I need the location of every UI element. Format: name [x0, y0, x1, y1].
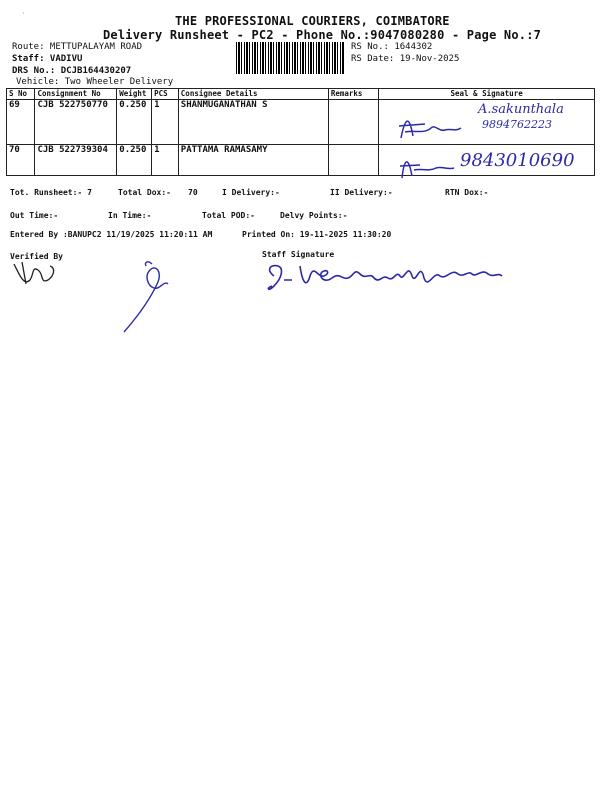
- recipient-phone-handwritten-2: 9843010690: [460, 150, 575, 171]
- rs-date: RS Date: 19-Nov-2025: [351, 54, 460, 64]
- col-sno: S No: [7, 89, 35, 100]
- tot-runsheet: Tot. Runsheet:- 7: [10, 188, 92, 197]
- document-subtitle: Delivery Runsheet - PC2 - Phone No.:9047080280 - Page No.:7: [103, 28, 542, 42]
- rs-number: RS No.: 1644302: [351, 42, 433, 52]
- cell-sno: 69: [7, 100, 35, 145]
- recipient-phone-handwritten: 9894762223: [482, 118, 552, 131]
- verifier-signature: [10, 256, 60, 290]
- col-remarks: Remarks: [328, 89, 378, 100]
- document-title: THE PROFESSIONAL COURIERS, COIMBATORE: [175, 14, 450, 28]
- cell-consignment: CJB 522739304: [35, 145, 117, 176]
- cell-sno: 70: [7, 145, 35, 176]
- col-consignee: Consignee Details: [178, 89, 328, 100]
- staff-signature-label: Staff Signature: [262, 250, 335, 259]
- delvy-points: Delvy Points:-: [280, 211, 348, 220]
- recipient-signature-2: [396, 150, 466, 182]
- table-header-row: [7, 89, 595, 100]
- i-delivery: I Delivery:-: [222, 188, 280, 197]
- cell-consignment: CJB 522750770: [35, 100, 117, 145]
- cell-remarks: [328, 100, 378, 145]
- verified-by-label: Verified By: [10, 252, 63, 261]
- cell-pcs: 1: [152, 100, 179, 145]
- cell-consignee: PATTAMA RAMASAMY: [178, 145, 328, 176]
- cell-weight: 0.250: [117, 145, 152, 176]
- staff-label: Staff: VADIVU: [12, 54, 83, 64]
- cell-weight: 0.250: [117, 100, 152, 145]
- cell-consignee: SHANMUGANATHAN S: [178, 100, 328, 145]
- total-pod: Total POD:-: [202, 211, 255, 220]
- route-label: Route: METTUPALAYAM ROAD: [12, 42, 143, 52]
- printed-on: Printed On: 19-11-2025 11:30:20: [242, 230, 392, 239]
- drs-number: DRS No.: DCJB164430207: [12, 66, 132, 76]
- rtn-dox: RTN Dox:-: [445, 188, 489, 197]
- col-seal-signature: Seal & Signature: [379, 89, 595, 100]
- total-dox-value: 70: [188, 188, 198, 197]
- vehicle-label: Vehicle: Two Wheeler Delivery: [16, 77, 174, 87]
- recipient-name-handwritten: A.sakunthala: [478, 102, 564, 117]
- entered-by: Entered By :BANUPC2 11/19/2025 11:20:11 AM: [10, 230, 213, 239]
- recipient-signature-1: [395, 108, 475, 146]
- staff-signature: [262, 250, 532, 300]
- cell-remarks: [328, 145, 378, 176]
- col-consignment: Consignment No: [35, 89, 117, 100]
- scan-mark: ˌ: [22, 8, 26, 15]
- total-dox-label: Total Dox:-: [118, 188, 171, 197]
- barcode-image: [236, 42, 344, 74]
- out-time: Out Time:-: [10, 211, 59, 220]
- col-pcs: PCS: [152, 89, 179, 100]
- checker-signature: [120, 256, 180, 336]
- cell-pcs: 1: [152, 145, 179, 176]
- ii-delivery: II Delivery:-: [330, 188, 393, 197]
- in-time: In Time:-: [108, 211, 152, 220]
- col-weight: Weight: [117, 89, 152, 100]
